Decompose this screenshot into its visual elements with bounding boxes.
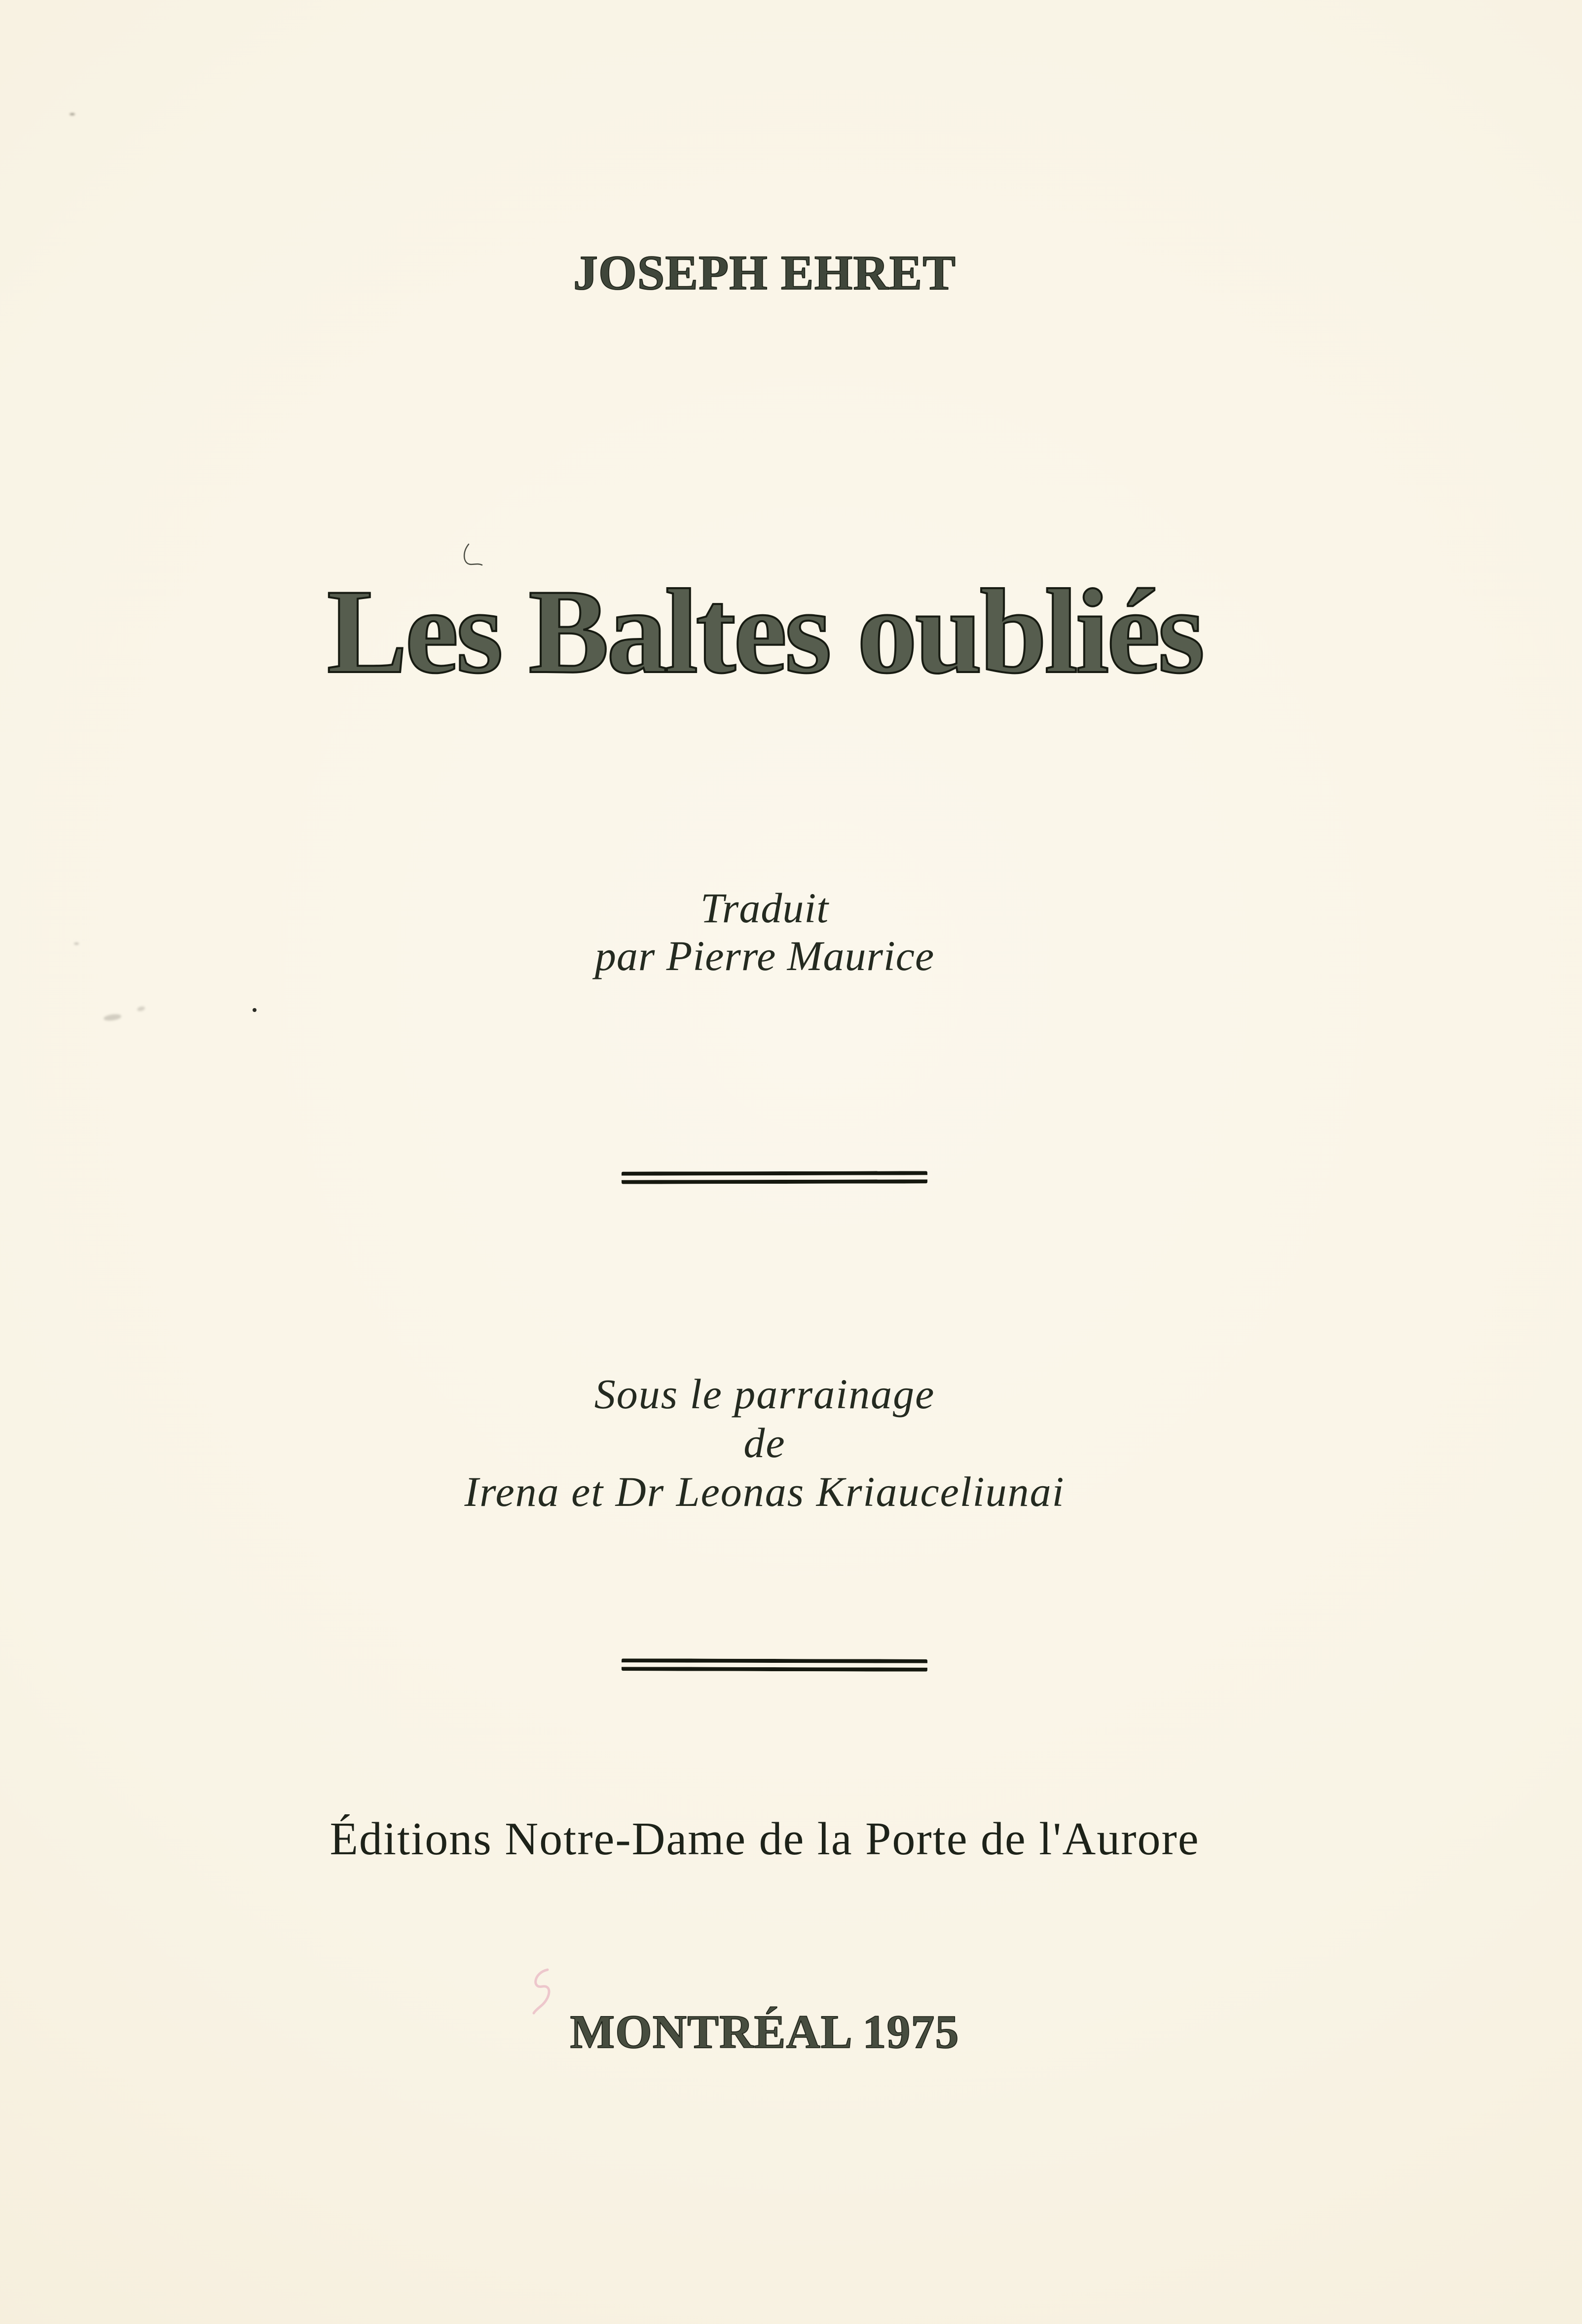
patronage-line2: de (743, 1419, 786, 1466)
translation-credit-line1: Traduit (700, 884, 829, 932)
divider-double-rule-top (622, 1171, 927, 1184)
publisher-name: Éditions Notre-Dame de la Porte de l'Aurore (330, 1813, 1200, 1865)
patronage-line1: Sous le parrainage (594, 1370, 935, 1418)
pink-pen-squiggle-artifact (529, 1968, 558, 2015)
city-and-year: MONTRÉAL 1975 (570, 2005, 959, 2058)
corner-speck-artifact (70, 113, 75, 115)
divider-double-rule-bottom (622, 1658, 927, 1672)
translation-credit (0, 884, 1529, 980)
gray-smudge-small-artifact (137, 1006, 146, 1012)
author-name: JOSEPH EHRET (573, 245, 957, 300)
translation-credit-line2: par Pierre Maurice (594, 932, 935, 979)
book-title: Les Baltes oubliés (327, 564, 1203, 698)
gray-smudge-artifact (103, 1013, 121, 1022)
ink-speck-artifact (253, 1008, 257, 1012)
patronage-line3: Irena et Dr Leonas Kriauceliunai (464, 1468, 1065, 1515)
patronage-note (0, 1370, 1529, 1516)
